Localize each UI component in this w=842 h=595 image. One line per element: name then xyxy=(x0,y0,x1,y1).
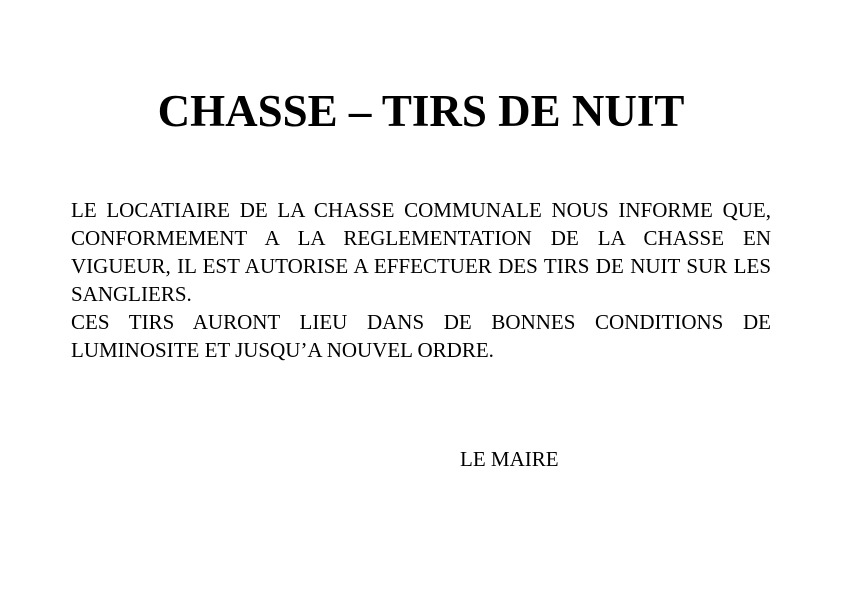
notice-paragraph-authorization: LE LOCATIAIRE DE LA CHASSE COMMUNALE NOUS INFORME QUE, CONFORMEMENT A LA REGLEMENTATION DE LA CHASSE EN VIGUEUR, IL EST AUTORISE A EFFECTUER DES TIRS DE NUIT SUR LES SANGLIERS. xyxy=(71,198,771,306)
notice-paragraph-conditions: CES TIRS AURONT LIEU DANS DE BONNES CONDITIONS DE LUMINOSITE ET JUSQU’A NOUVEL ORDRE. xyxy=(71,310,771,362)
signature: LE MAIRE xyxy=(460,447,559,471)
page-title: CHASSE – TIRS DE NUIT xyxy=(157,86,685,136)
notice-body xyxy=(71,196,771,364)
